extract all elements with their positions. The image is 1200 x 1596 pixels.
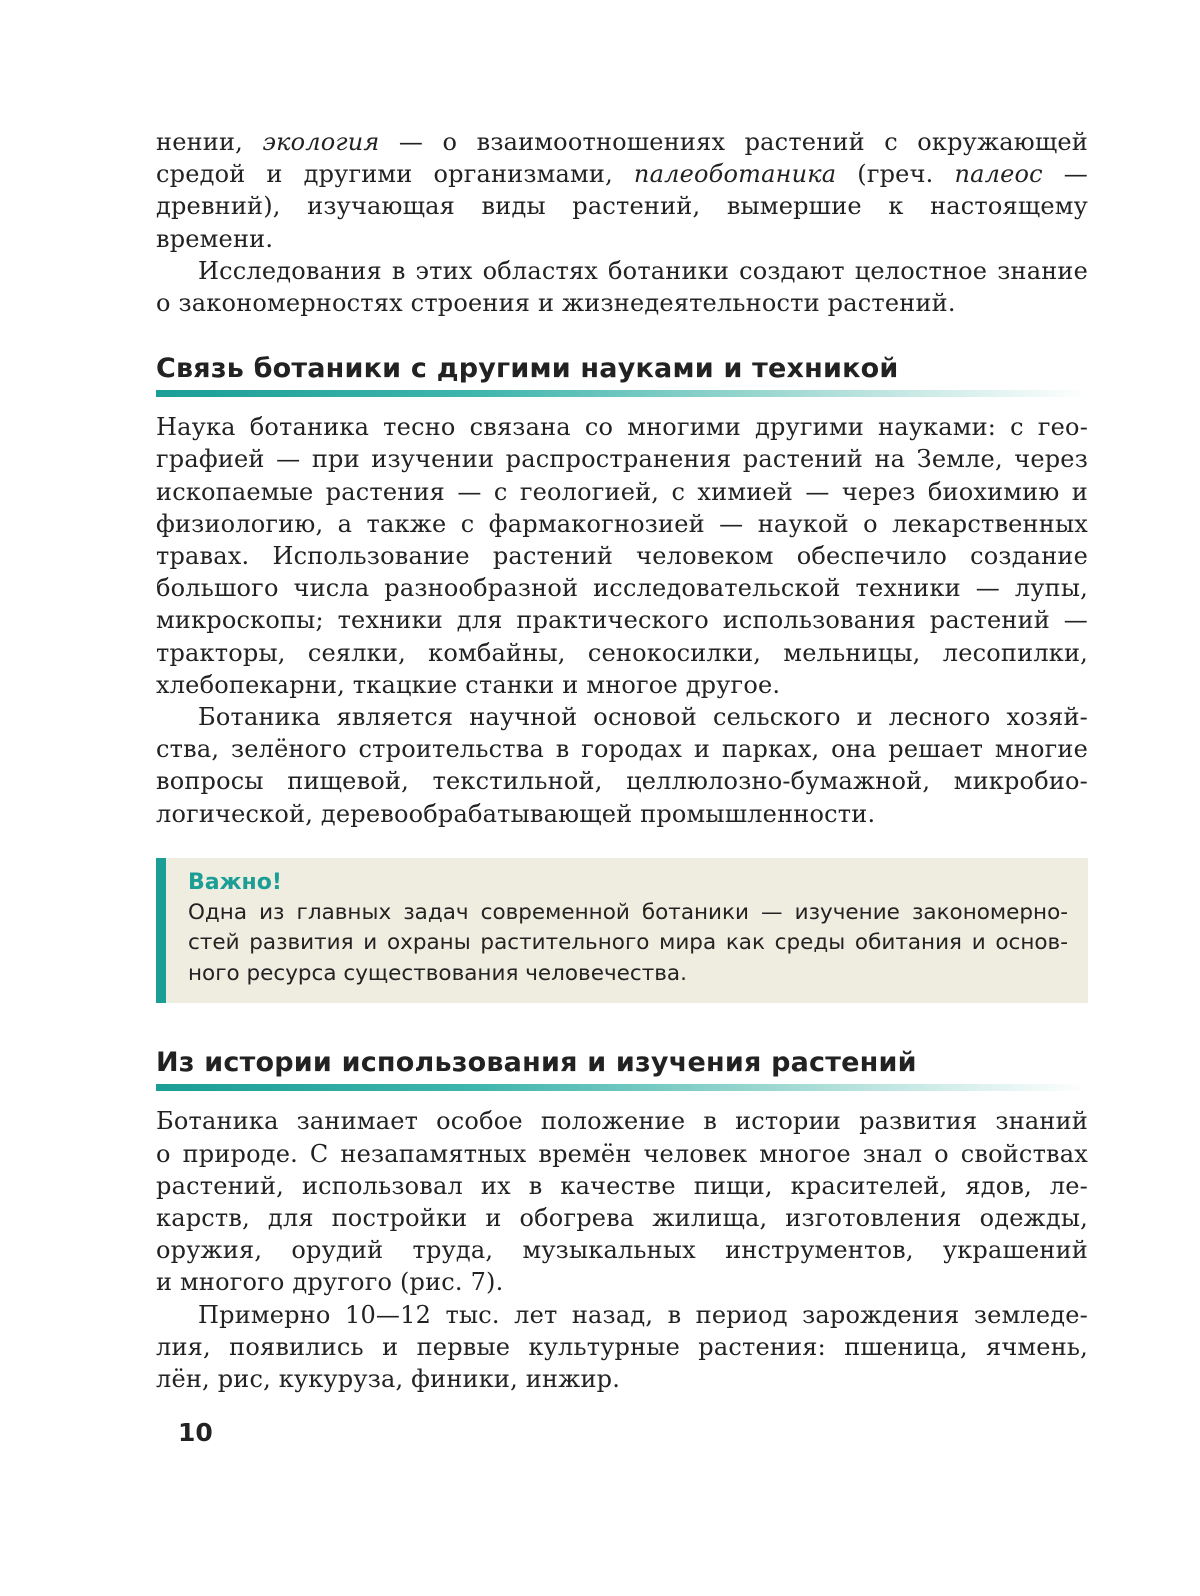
text-line: Ботаника является научной основой сельского и лесного хозяй- — [198, 703, 1088, 732]
text-line: карств, для постройки и обогрева жилища, изготовления одежды, — [156, 1203, 1088, 1232]
note-text — [188, 898, 1068, 990]
text-line: вопросы пищевой, текстильной, целлюлозно-бумажной, микробио- — [156, 767, 1088, 796]
section-1-paragraph-1 — [156, 411, 1088, 701]
text-line: древний), изучающая виды растений, вымершие к настоящему — [156, 192, 1088, 221]
text-line: о закономерностях строения и жизнедеятельности растений. — [156, 289, 956, 318]
text-line: ископаемые растения — с геологией, с химией — через биохимию и — [156, 477, 1088, 506]
text-line: ства, зелёного строительства в городах и парках, она решает многие — [156, 735, 1088, 764]
note-line: ного ресурса существования человечества. — [188, 960, 687, 986]
text-segment: — — [1042, 160, 1088, 189]
note-line: стей развития и охраны растительного мира как среды обитания и основ- — [188, 930, 1068, 956]
text-segment: нении, — [156, 128, 263, 156]
page-body — [156, 126, 1088, 1395]
text-line: и многого другого (рис. 7). — [156, 1268, 504, 1297]
text-segment: (греч. — [836, 160, 955, 189]
text-line: Наука ботаника тесно связана со многими другими науками: с гео- — [156, 413, 1088, 442]
text-line: графией — при изучении распространения растений на Земле, через — [156, 445, 1088, 474]
text-line: травах. Использование растений человеком обеспечило создание — [156, 542, 1088, 571]
text-line — [156, 126, 1088, 158]
section-2-paragraph-2 — [156, 1299, 1088, 1396]
text-line: хлебопекарни, ткацкие станки и многое другое. — [156, 670, 781, 699]
text-line: тракторы, сеялки, комбайны, сенокосилки, мельницы, лесопилки, — [156, 638, 1088, 667]
section-heading-history: Из истории использования и изучения растений — [156, 1047, 917, 1079]
section-1-paragraph-2 — [156, 701, 1088, 830]
text-line: Исследования в этих областях ботаники создают целостное знание — [198, 256, 1088, 285]
text-line: микроскопы; техники для практического использования растений — — [156, 606, 1088, 635]
heading-underline — [156, 1084, 1088, 1091]
text-line: физиологию, а также с фармакогнозией — наукой о лекарственных — [156, 509, 1088, 538]
heading-underline — [156, 390, 1088, 397]
term-paleos: палеос — [954, 160, 1043, 189]
text-line: времени. — [156, 224, 274, 253]
text-line: большого числа разнообразной исследовательской техники — лупы, — [156, 574, 1088, 603]
text-line: Примерно 10—12 тыс. лет назад, в период зарождения земледе- — [198, 1300, 1088, 1329]
section-2-paragraph-1 — [156, 1105, 1088, 1298]
note-line: Одна из главных задач современной ботаники — изучение закономерно- — [188, 899, 1068, 925]
text-line: логической, деревообрабатывающей промышленности. — [156, 799, 876, 828]
text-line — [156, 158, 1088, 190]
text-line: Ботаника занимает особое положение в истории развития знаний — [156, 1107, 1088, 1136]
note-title: Важно! — [188, 869, 282, 895]
text-segment: — о взаимоотношениях растений с окружающей — [379, 128, 1088, 156]
text-line: лия, появились и первые культурные растения: пшеница, ячмень, — [156, 1332, 1088, 1361]
term-paleobotany: палеоботаника — [633, 160, 837, 189]
important-note-box — [156, 858, 1088, 1004]
text-line: лён, рис, кукуруза, финики, инжир. — [156, 1364, 621, 1393]
intro-paragraph-2 — [156, 255, 1088, 319]
text-line: о природе. С незапамятных времён человек многое знал о свойствах — [156, 1139, 1088, 1168]
intro-paragraph-1 — [156, 126, 1088, 255]
text-line: растений, использовал их в качестве пищи, красителей, ядов, ле- — [156, 1171, 1088, 1200]
intro-text — [156, 126, 1088, 319]
section-1-text — [156, 411, 1088, 830]
term-ecology: экология — [262, 128, 380, 156]
section-2-text — [156, 1105, 1088, 1395]
section-heading-science-links: Связь ботаники с другими науками и техникой — [156, 353, 899, 385]
text-segment: средой и другими организмами, — [156, 160, 634, 189]
text-line: оружия, орудий труда, музыкальных инструментов, украшений — [156, 1236, 1088, 1265]
page-number: 10 — [178, 1418, 213, 1447]
